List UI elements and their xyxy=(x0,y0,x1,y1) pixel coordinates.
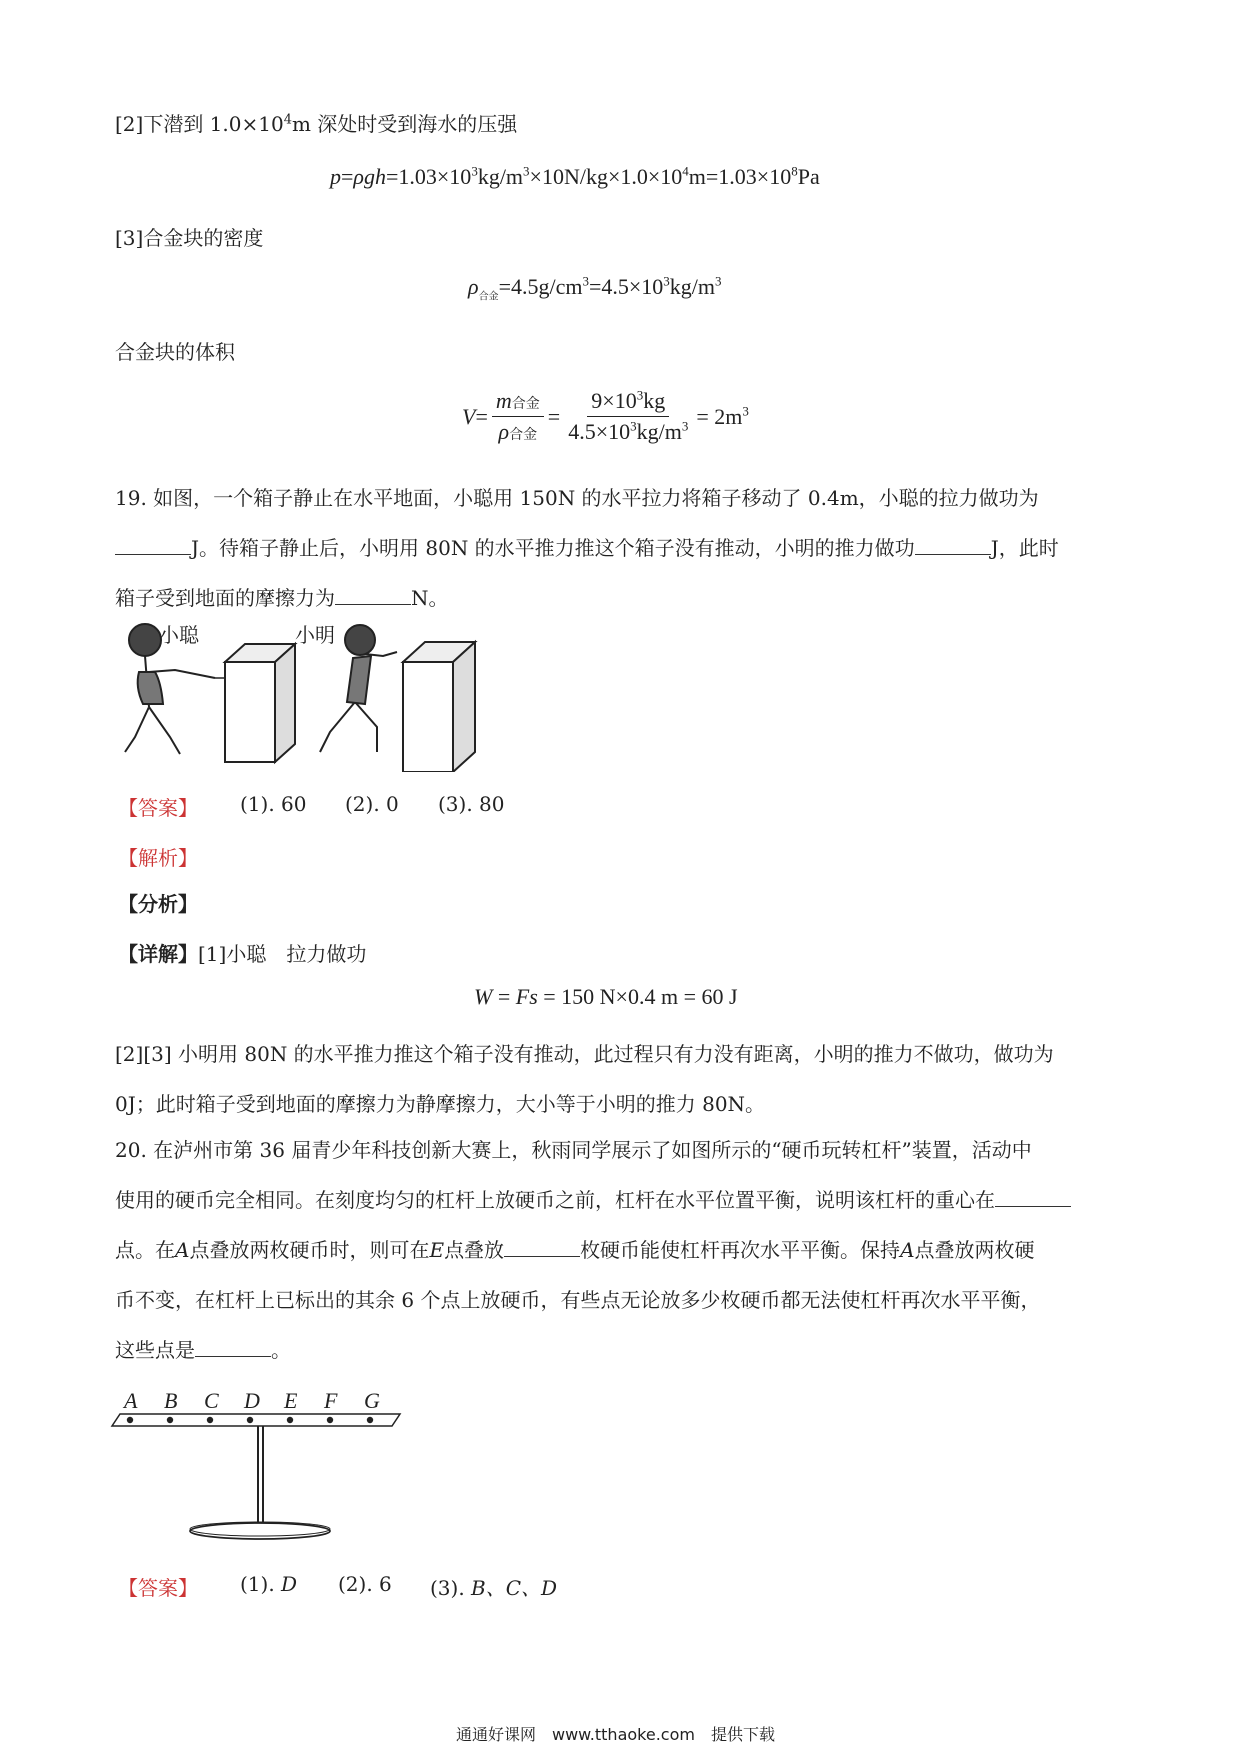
lever-label-a: A xyxy=(124,1388,138,1413)
density-heading: [3]合金块的密度 xyxy=(115,226,264,250)
label-xiaoming: 小明 xyxy=(295,623,335,647)
q20-answer-tag: 【答案】 xyxy=(118,1576,198,1600)
lever-label-c: C xyxy=(204,1388,219,1413)
q19-line3: 箱子受到地面的摩擦力为 N。 xyxy=(115,586,449,610)
q20-blank-1[interactable] xyxy=(995,1188,1071,1207)
lever-point-f xyxy=(327,1417,333,1423)
q19-answer-tag: 【答案】 xyxy=(118,796,198,820)
lever-label-g: G xyxy=(364,1388,380,1413)
q19-line2: J。待箱子静止后，小明用 80N 的水平推力推这个箱子没有推动，小明的推力做功 J，此时 xyxy=(115,532,1059,561)
lever-point-c xyxy=(207,1417,213,1423)
q19-blank-1[interactable] xyxy=(115,536,191,555)
q19-blank-2[interactable] xyxy=(915,536,991,555)
label-xiaocong: 小聪 xyxy=(159,623,199,647)
q20-answer-3: (3). B、C、D xyxy=(430,1576,558,1600)
q19-detail-p2-line1: [2][3] 小明用 80N 的水平推力推这个箱子没有推动，此过程只有力没有距离，小明的推力不做功，做功为 xyxy=(115,1042,1054,1066)
q19-detail-equation: W = Fs = 150 N×0.4 m = 60 J xyxy=(474,984,738,1009)
pressure-heading: [2]下潜到 $1.0\times 10^4m$ 深处时受到海水的压强 xyxy=(115,112,518,136)
lever-figure xyxy=(110,1374,410,1546)
pressure-equation: $p=\rho gh=1.03\times 10^3kg/m^3\times 10N/kg\times 1.0\times 10^4m=1.03\times 10^8Pa$ xyxy=(330,163,820,189)
q20-blank-2[interactable] xyxy=(504,1238,580,1257)
density-equation: $\rho_{合金}=4.5g/cm^3=4.5\times 10^3kg/m^3$ xyxy=(468,273,722,303)
q19-answer-2: (2). 0 xyxy=(345,792,399,816)
lever-point-b xyxy=(167,1417,173,1423)
lever-point-a xyxy=(127,1417,133,1423)
q20-answer-2: (2). 6 xyxy=(338,1572,392,1596)
q20-blank-3[interactable] xyxy=(195,1338,271,1357)
q20-line5: 这些点是 。 xyxy=(115,1338,291,1362)
lever-label-b: B xyxy=(164,1388,178,1413)
q19-detail-p2-line2: 0J；此时箱子受到地面的摩擦力为静摩擦力，大小等于小明的推力 80N。 xyxy=(115,1092,766,1116)
q20-line2: 使用的硬币完全相同。在刻度均匀的杠杆上放硬币之前，杠杆在水平位置平衡，说明该杠杆的重心在 xyxy=(115,1184,1071,1213)
lever-label-e: E xyxy=(284,1388,298,1413)
box-left xyxy=(225,644,295,762)
q19-answer-3: (3). 80 xyxy=(438,792,505,816)
lever-label-f: F xyxy=(324,1388,338,1413)
lever-base xyxy=(190,1523,330,1539)
q19-analysis-tag: 【解析】 xyxy=(118,846,198,870)
lever-bar xyxy=(112,1414,400,1426)
lever-label-d: D xyxy=(244,1388,260,1413)
q20-answer-1: (1). D xyxy=(240,1572,298,1596)
q20-line4: 币不变，在杠杆上已标出的其余 6 个点上放硬币，有些点无论放多少枚硬币都无法使杠杆再次水平平衡， xyxy=(115,1288,1041,1312)
q19-line1: 19. 如图，一个箱子静止在水平地面，小聪用 150N 的水平拉力将箱子移动了 0.4m，小聪的拉力做功为 xyxy=(115,486,1039,510)
footer-source: 通通好课网 www.tthaoke.com 提供下载 xyxy=(456,1725,775,1744)
lever-point-e xyxy=(287,1417,293,1423)
q19-answer-1: (1). 60 xyxy=(240,792,307,816)
q19-blank-3[interactable] xyxy=(335,586,411,605)
lever-point-d xyxy=(247,1417,253,1423)
volume-heading: 合金块的体积 xyxy=(115,340,235,364)
box-right xyxy=(403,642,475,772)
volume-equation: V= $\frac{\text{m合金}}{\text{ρ合金}}$ = $\frac{9\times 10^3kg}{4.5\times 10^3kg/m^3}$ = $2m^3$ xyxy=(462,387,749,444)
q19-fenxi-tag: 【分析】 xyxy=(118,892,198,916)
q19-figure xyxy=(115,612,535,772)
q19-detail: 【详解】[1]小聪 拉力做功 xyxy=(118,942,367,966)
q20-line3: 点。在A点叠放两枚硬币时，则可在E点叠放 枚硬币能使杠杆再次水平平衡。保持A点叠放两枚硬 xyxy=(115,1238,1035,1262)
lever-point-g xyxy=(367,1417,373,1423)
q20-line1: 20. 在泸州市第 36 届青少年科技创新大赛上，秋雨同学展示了如图所示的“硬币玩转杠杆”装置，活动中 xyxy=(115,1138,1032,1162)
